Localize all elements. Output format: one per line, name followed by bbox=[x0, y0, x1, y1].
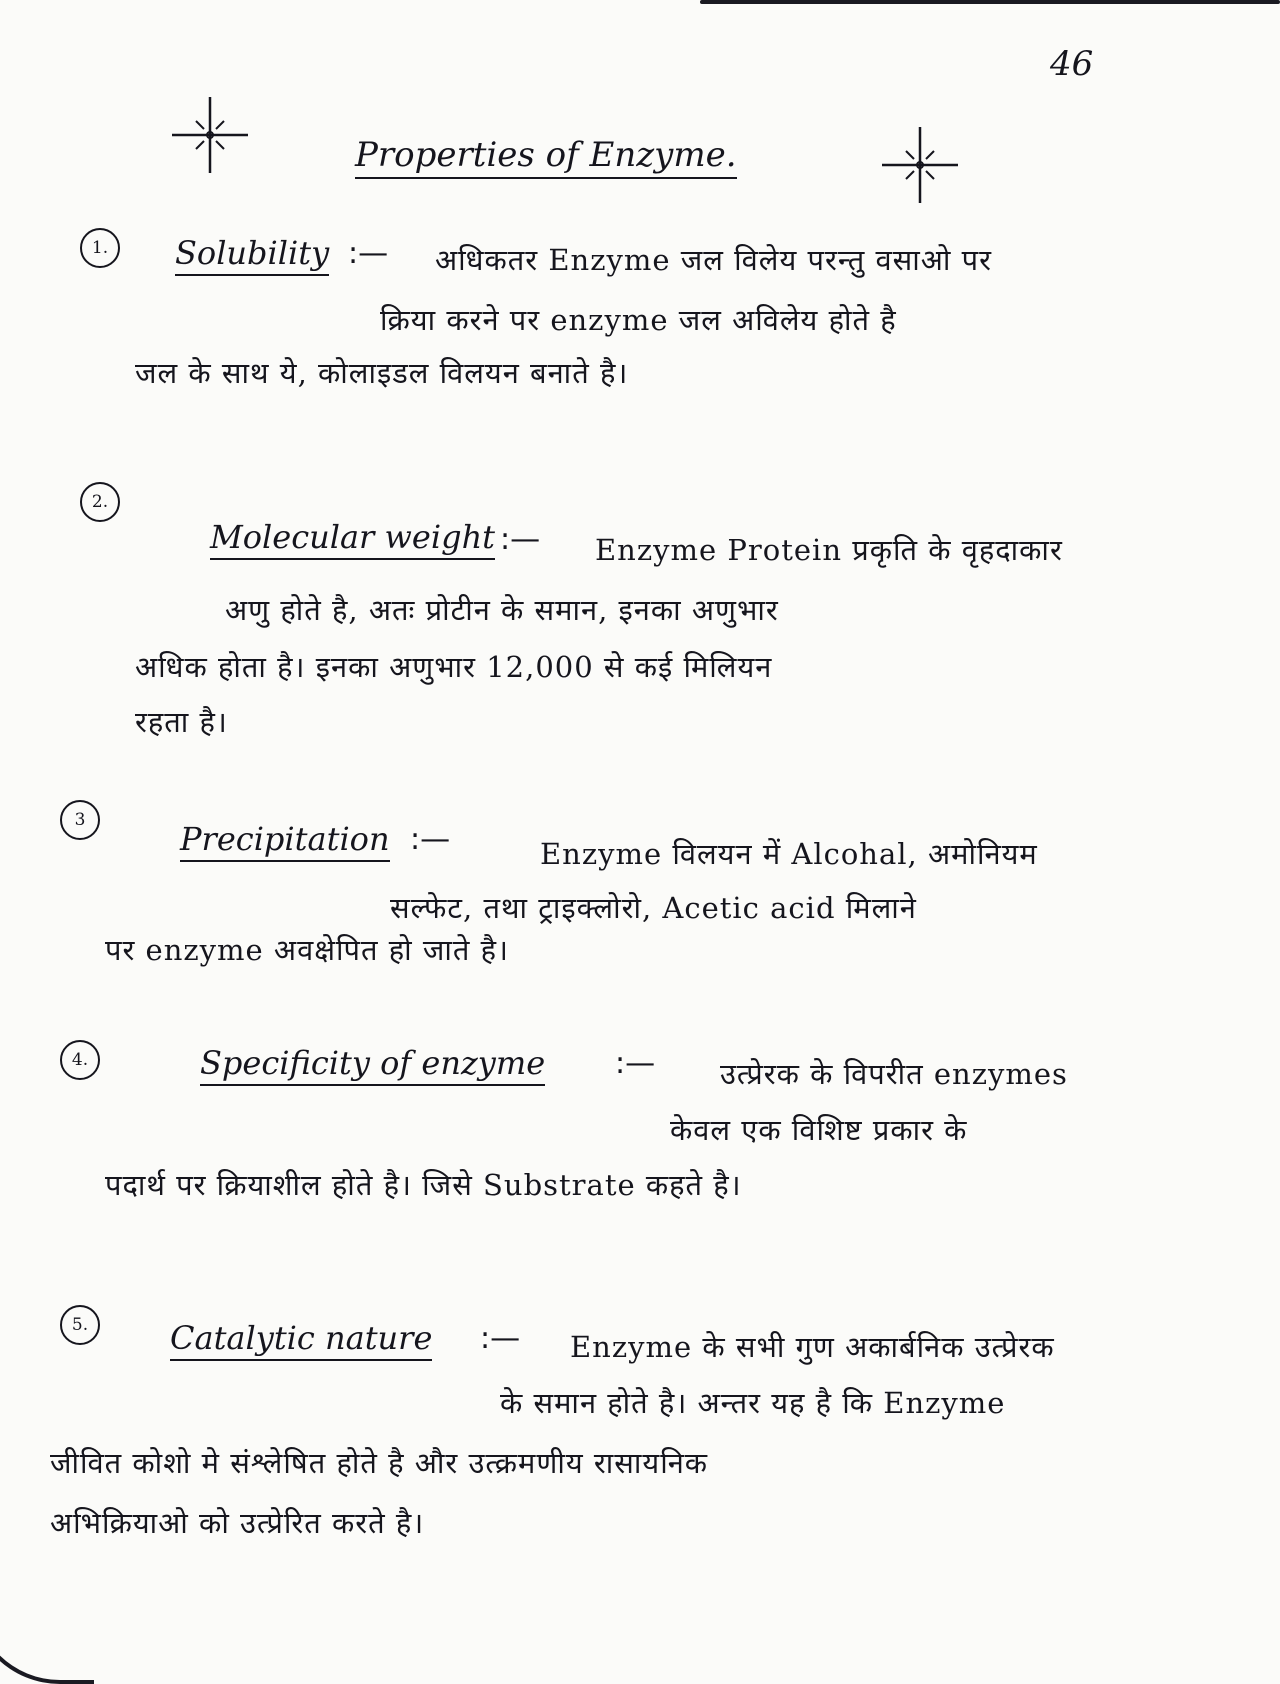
page-title: Properties of Enzyme. bbox=[355, 135, 737, 179]
property-section-solubility bbox=[80, 228, 1230, 458]
section-heading: Solubility bbox=[175, 234, 329, 276]
heading-separator: :— bbox=[348, 236, 389, 271]
body-line: सल्फेट, तथा ट्राइक्लोरो, Acetic acid मिलाने bbox=[390, 891, 917, 925]
property-section-specificity bbox=[71, 1040, 1230, 1270]
body-line: पदार्थ पर क्रियाशील होते है। जिसे Substrate कहते है। bbox=[105, 1168, 742, 1202]
body-line: Enzyme Protein प्रकृति के वृहदाकार bbox=[595, 533, 1063, 567]
section-number-badge: 2. bbox=[80, 482, 120, 522]
property-section-molecular-weight bbox=[80, 482, 1230, 782]
body-line: पर enzyme अवक्षेपित हो जाते है। bbox=[105, 933, 510, 967]
heading-separator: :— bbox=[480, 1321, 521, 1356]
property-section-catalytic-nature bbox=[50, 1305, 1230, 1605]
body-line: केवल एक विशिष्ट प्रकार के bbox=[670, 1113, 968, 1147]
sparkle-icon bbox=[170, 95, 250, 175]
section-number-badge: 3 bbox=[60, 800, 100, 840]
page-number: 46 bbox=[1050, 44, 1094, 84]
section-number-badge: 1. bbox=[80, 228, 120, 268]
heading-separator: :— bbox=[615, 1046, 656, 1081]
sparkle-icon bbox=[880, 125, 960, 205]
body-line: Enzyme के सभी गुण अकार्बनिक उत्प्रेरक bbox=[570, 1330, 1055, 1364]
body-line: जल के साथ ये, कोलाइडल विलयन बनाते है। bbox=[135, 356, 629, 390]
body-line: जीवित कोशो मे संश्लेषित होते है और उत्क्रमणीय रासायनिक bbox=[50, 1446, 709, 1480]
body-line: के समान होते है। अन्तर यह है कि Enzyme bbox=[500, 1386, 1006, 1420]
heading-separator: :— bbox=[500, 522, 541, 557]
section-number-badge: 5. bbox=[60, 1305, 100, 1345]
body-line: अधिक होता है। इनका अणुभार 12,000 से कई मिलियन bbox=[135, 650, 773, 684]
body-line: उत्प्रेरक के विपरीत enzymes bbox=[720, 1057, 1068, 1091]
body-line: अधिकतर Enzyme जल विलेय परन्तु वसाओ पर bbox=[435, 243, 992, 277]
section-heading: Precipitation bbox=[180, 820, 390, 862]
top-edge-rule bbox=[700, 0, 1280, 4]
body-line: अभिक्रियाओ को उत्प्रेरित करते है। bbox=[50, 1506, 425, 1540]
body-line: क्रिया करने पर enzyme जल अविलेय होते है bbox=[380, 303, 897, 337]
section-heading: Specificity of enzyme bbox=[200, 1044, 545, 1086]
body-line: अणु होते है, अतः प्रोटीन के समान, इनका अणुभार bbox=[225, 593, 779, 627]
title-row bbox=[150, 95, 1000, 205]
body-line: Enzyme विलयन में Alcohal, अमोनियम bbox=[540, 837, 1038, 871]
section-heading: Catalytic nature bbox=[170, 1319, 432, 1361]
body-line: रहता है। bbox=[135, 705, 228, 739]
property-section-precipitation bbox=[74, 800, 1230, 1030]
heading-separator: :— bbox=[410, 822, 451, 857]
section-number-badge: 4. bbox=[60, 1040, 100, 1080]
section-heading: Molecular weight bbox=[210, 518, 495, 560]
